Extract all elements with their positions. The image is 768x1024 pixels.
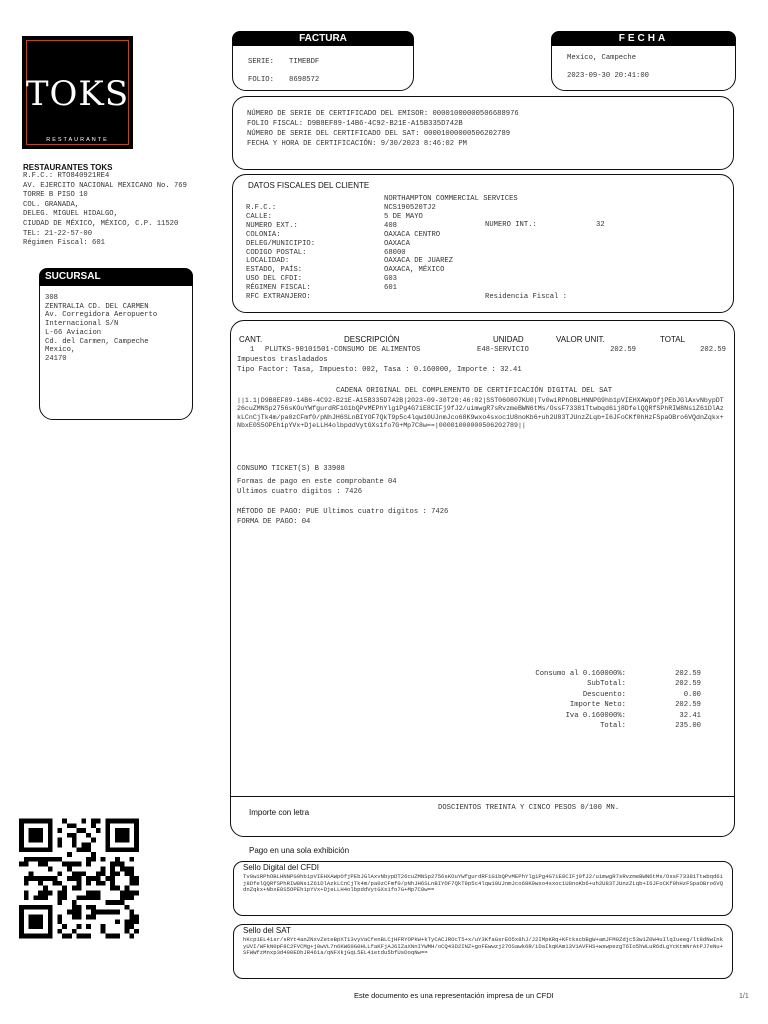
fecha-datetime: 2023-09-30 20:41:00: [567, 72, 649, 80]
emitter-line: AV. EJERCITO NACIONAL MEXICANO No. 769: [23, 181, 187, 190]
importe-label: Importe con letra: [249, 808, 310, 817]
pago-line: Ultimos cuatro digitos : 7426: [237, 487, 363, 496]
sucursal-line: 24170: [45, 354, 67, 363]
total-label: Importe Neto:: [569, 701, 626, 710]
serie-label: SERIE:: [248, 58, 274, 66]
sucursal-line: ZENTRALIA CD. DEL CARMEN: [45, 302, 149, 311]
cliente-field-label: CALLE:: [246, 212, 272, 221]
cliente-field-label: LOCALIDAD:: [246, 257, 290, 266]
cert-line: FOLIO FISCAL: D9B8EF89-14B6-4C92-B21E-A15B335D742B: [247, 120, 463, 128]
logo-subtitle: RESTAURANTE: [46, 137, 109, 143]
header-descripcion: DESCRIPCIÓN: [344, 335, 400, 344]
cliente-field-label: ESTADO, PAÍS:: [246, 266, 303, 275]
pago-exhibicion: Pago en una sola exhibición: [249, 846, 350, 855]
emitter-line: TORRE B PISO 10: [23, 191, 88, 200]
tax-line: Tipo Factor: Tasa, Impuesto: 002, Tasa : 0.160000, Importe : 32.41: [237, 366, 522, 374]
fecha-box: [551, 31, 736, 91]
item-cant: 1: [250, 346, 255, 354]
sucursal-line: Internacional S/N: [45, 320, 119, 329]
cliente-field-label: USO DEL CFDI:: [246, 275, 303, 284]
pago-lines: [237, 478, 397, 497]
qr-code: [19, 816, 139, 941]
emitter-line: CIUDAD DE MÉXICO, MÉXICO, C.P. 11520: [23, 219, 179, 228]
header-valor-unit: VALOR UNIT.: [556, 335, 605, 344]
page-number: 1/1: [739, 993, 749, 1000]
total-label: Consumo al 0.160000%:: [535, 670, 626, 678]
cliente-box: [232, 174, 734, 313]
emitter-line: Régimen Fiscal: 601: [23, 239, 105, 248]
cliente-field-label: R.F.C.:: [246, 204, 277, 212]
cliente-field-value: 68000: [384, 248, 406, 257]
cliente-field-label: COLONIA:: [246, 230, 281, 239]
cliente-field-label: RFC EXTRANJERO:: [246, 293, 311, 302]
cliente-field-label: CODIGO POSTAL:: [246, 248, 307, 257]
sello-cfdi-title: Sello Digital del CFDI: [243, 863, 320, 872]
metodo-lines: [237, 508, 448, 527]
cliente-labels: [246, 204, 315, 302]
consumo-ticket: CONSUMO TICKET(S) B 33908: [237, 465, 345, 473]
residencia-label: Residencia Fiscal :: [485, 293, 567, 301]
cert-line: FECHA Y HORA DE CERTIFICACIÓN: 9/30/2023 8:46:02 PM: [247, 140, 467, 148]
sucursal-line: Mexico,: [45, 346, 76, 355]
factura-box: [232, 31, 414, 91]
cert-line: NÚMERO DE SERIE DEL CERTIFICADO DEL SAT: 00001000000506202789: [247, 130, 511, 138]
num-int-label: NUMERO INT.:: [485, 221, 537, 229]
cliente-field-value: 5 DE MAYO: [384, 212, 423, 221]
fecha-title: FECHA: [551, 31, 736, 46]
certificate-lines: [247, 109, 519, 149]
sello-sat-text: hKcp1EL41sr/sRYt4anZNxvZeteBpXT13vyVaCfenBLCjHFRYOPkW+kTyCACJROcT5+x/uY3KfaGsrEO5x8hJ/J2IMpKRq+KFtkscbBgW+amJFM0Zdjc53w1Z0W4uIlqIueeg/lt8dNwInkyUVI/WFkN0pF8C2FVCMg+j0wVL7n6KW60G0HLLfaKFjAJ6IZaXNnIYWMH/oCQ43D2INZ+goFEwwzj27OSawk6R/iDaIkqKAm13V1AVFHS+wswpezgT6Io5hWLuR6dLgYcKtmNrAtPJ7eNu+SFWWfzMnxp3d490EDhJR461a/qNFXkjGqL5EL41etdu5bfUsDoqNw==: [243, 936, 724, 957]
header-unidad: UNIDAD: [493, 335, 524, 344]
item-desc: PLUTKS-90101501-CONSUMO DE ALIMENTOS: [265, 346, 421, 354]
metodo-line: FORMA DE PAGO: 04: [237, 517, 311, 526]
cliente-title: DATOS FISCALES DEL CLIENTE: [248, 181, 370, 190]
emitter-address: [23, 172, 187, 249]
sucursal-line: L-66 Aviacion: [45, 328, 102, 337]
items-box: [230, 320, 735, 837]
cert-line: NÚMERO DE SERIE DE CERTIFICADO DEL EMISOR: 00001000000506688976: [247, 110, 519, 118]
metodo-line: MÉTODO DE PAGO: PUE Ultimos cuatro digitos : 7426: [237, 508, 449, 516]
total-value: 32.41: [679, 711, 701, 720]
total-label: SubTotal:: [587, 680, 626, 689]
fecha-place: Mexico, Campeche: [567, 54, 637, 62]
toks-logo: [22, 36, 133, 149]
sucursal-line: Cd. del Carmen, Campeche: [45, 337, 149, 346]
total-label: Descuento:: [582, 690, 626, 699]
sello-cfdi-text: Tv0wiRPhOBLHNNPG9hb1pVIEHXAWpOfjPEbJGlAxvNbypDT26cuZMNSp2756sKOuYWfgurdRF1G1bQPvMEPhYlg1Pg4G7iE8CIFj9fJ2/uimwgR7sRvzmeBWN6tMs/OssF73381Ttwbqd6ij8DfelQQRfSPhRIW8NsiZ61DlAzkLCnCjTk4m/pa0zCFmf0/pNhJH6SLnBIYOF7QkT9p5c4lqw10UJnmJco68K9wxo4sxoc1U8noKb6+uh2U83TJUnzZLqb+I6JFoCKf0hHzFSpaOBro6VQdnZqkx+NbxE0S5OPEh1pYVx+DjeLLH4olbpddVytGXs1fo7G+Mp7C8w==: [243, 873, 724, 894]
sucursal-line: Av. Corregidora Aeropuerto: [45, 311, 158, 320]
item-valor: 202.59: [610, 346, 636, 354]
cliente-field-value: 408: [384, 221, 397, 230]
sello-sat-box: [233, 924, 733, 979]
cliente-field-value: G03: [384, 275, 397, 284]
total-value: 202.59: [675, 701, 701, 710]
cliente-field-label: DELEG/MUNICIPIO:: [246, 239, 316, 248]
sucursal-lines: [45, 294, 157, 364]
item-unidad: E48-SERVICIO: [477, 346, 529, 354]
totals-labels: [501, 669, 626, 731]
footer-note: Este documento es una representación impresa de un CFDI: [354, 991, 554, 1000]
importe-value: DOSCIENTOS TREINTA Y CINCO PESOS 0/100 MN.: [438, 804, 620, 812]
cadena-text: ||1.1|D9B8EF89-14B6-4C92-B21E-A15B335D742B|2023-09-30T20:46:02|SST060807KU0|Tv0wiRPhOBLHNNPG9hb1pVIEHXAWpOfjPEbJGlAxvNbypDT26cuZMNSp2756sKOuYWfgurdRF1G1bQPvMEPhYlg1Pg4G7iE8CIFj9fJ2/uimwgR7sRvzmeBWN6tMs/OssF73381Ttwbqd6ij8DfelQQRfSPhRIW8NsiZ61DlAzkLCnCjTk4m/pa0zCFmf0/pNhJH6SLnBIYOF7QkT9p5c4lqw10UJnmJco68K9wxo4sxoc1U8noKb6+uh2U83TJUnzZLqb+I6JFoCKf0hHzFSpaOBro6VQdnZqkx+NbxE0S5OPEh1pYVx+DjeLLH4olbpddVytGXs1fo7G+Mp7C8w==|00001000000506202789||: [237, 397, 724, 429]
total-label: Total:: [600, 722, 626, 731]
cliente-name: NORTHAMPTON COMMERCIAL SERVICES: [384, 195, 518, 203]
emitter-line: DELEG. MIGUEL HIDALGO,: [23, 210, 118, 219]
sucursal-title: SUCURSAL: [39, 268, 193, 286]
cliente-field-value: OAXACA, MÉXICO: [384, 266, 445, 275]
serie-value: TIMEBDF: [289, 58, 320, 66]
certificate-box: [232, 96, 734, 170]
sello-sat-title: Sello del SAT: [243, 926, 291, 935]
sello-cfdi-box: [233, 861, 733, 916]
sucursal-line: 308: [45, 294, 58, 302]
folio-label: FOLIO:: [248, 76, 274, 84]
total-value: 0.00: [683, 690, 701, 699]
cliente-field-label: NUMERO EXT.:: [246, 221, 298, 230]
item-total: 202.59: [700, 346, 726, 354]
totals-values: [636, 669, 701, 731]
emitter-line: R.F.C.: RTO840921RE4: [23, 172, 110, 180]
cliente-field-value: OAXACA: [384, 239, 410, 248]
cadena-title: CADENA ORIGINAL DEL COMPLEMENTO DE CERTIFICACIÓN DIGITAL DEL SAT: [336, 387, 613, 395]
total-value: 202.59: [675, 680, 701, 689]
total-label: Iva 0.160000%:: [565, 711, 626, 720]
importe-divider: [231, 796, 734, 797]
logo-name: TOKS: [25, 74, 130, 114]
cliente-field-value: OAXACA DE JUAREZ: [384, 257, 454, 266]
cliente-field-value: OAXACA CENTRO: [384, 230, 441, 239]
pago-line: Formas de pago en este comprobante 04: [237, 478, 397, 486]
header-cant: CANT.: [239, 335, 263, 344]
total-value: 202.59: [675, 670, 701, 678]
header-total: TOTAL: [660, 335, 686, 344]
emitter-name: RESTAURANTES TOKS: [23, 163, 113, 172]
emitter-line: TEL: 21-22-57-00: [23, 229, 93, 238]
tax-title: Impuestos trasladados: [237, 356, 328, 364]
cliente-values: [384, 204, 453, 293]
cliente-field-value: NCS190520TJ2: [384, 204, 436, 212]
num-int-value: 32: [596, 221, 605, 229]
folio-value: 8698572: [289, 76, 320, 84]
factura-title: FACTURA: [232, 31, 414, 46]
sucursal-box: [39, 268, 193, 420]
total-value: 235.00: [675, 722, 701, 731]
emitter-line: COL. GRANADA,: [23, 200, 80, 209]
cliente-field-value: 601: [384, 284, 397, 293]
cliente-field-label: RÉGIMEN FISCAL:: [246, 284, 311, 293]
